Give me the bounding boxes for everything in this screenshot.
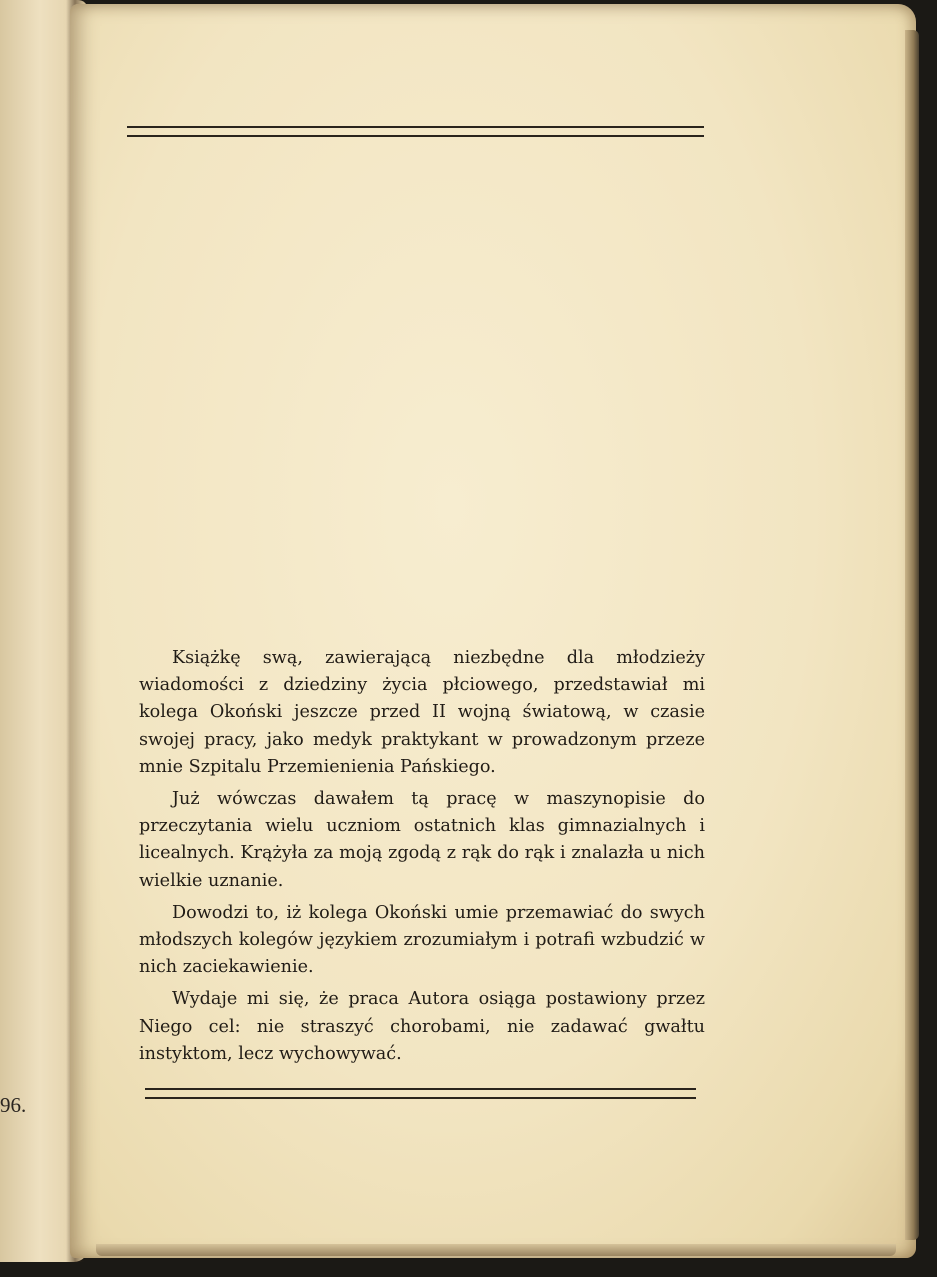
- foreword-text: [139, 645, 705, 1073]
- bottom-double-rule: [145, 1088, 696, 1099]
- page-edge: [905, 30, 919, 1240]
- paragraph: Już wówczas dawałem tą pracę w maszynopisie do przeczytania wielu uczniom ostatnich klas gimnazialnych i licealnych. Krążyła za moją zgodą z rąk do rąk i znalazła u nich wielkie uznanie.: [139, 789, 705, 891]
- top-double-rule: [127, 126, 704, 137]
- left-page-number: 96.: [0, 1093, 27, 1117]
- paragraph: Książkę swą, zawierającą niezbędne dla młodzieży wiadomości z dziedziny życia płciowego, przedstawiał mi kolega Okoński jeszcze przed II wojną światową, w czasie swojej pracy, jako medyk praktykant w prowadzonym przeze mnie Szpitalu Przemienienia Pańskiego.: [139, 648, 705, 777]
- paragraph: Wydaje mi się, że praca Autora osiąga postawiony przez Niego cel: nie straszyć chorobami, nie zadawać gwałtu instyktom, lecz wychowywać.: [139, 989, 705, 1064]
- paragraph: Dowodzi to, iż kolega Okoński umie przemawiać do swych młodszych kolegów językiem zrozumiałym i potrafi wzbudzić w nich zaciekawienie.: [139, 902, 705, 978]
- page-bottom-edge: [96, 1244, 896, 1256]
